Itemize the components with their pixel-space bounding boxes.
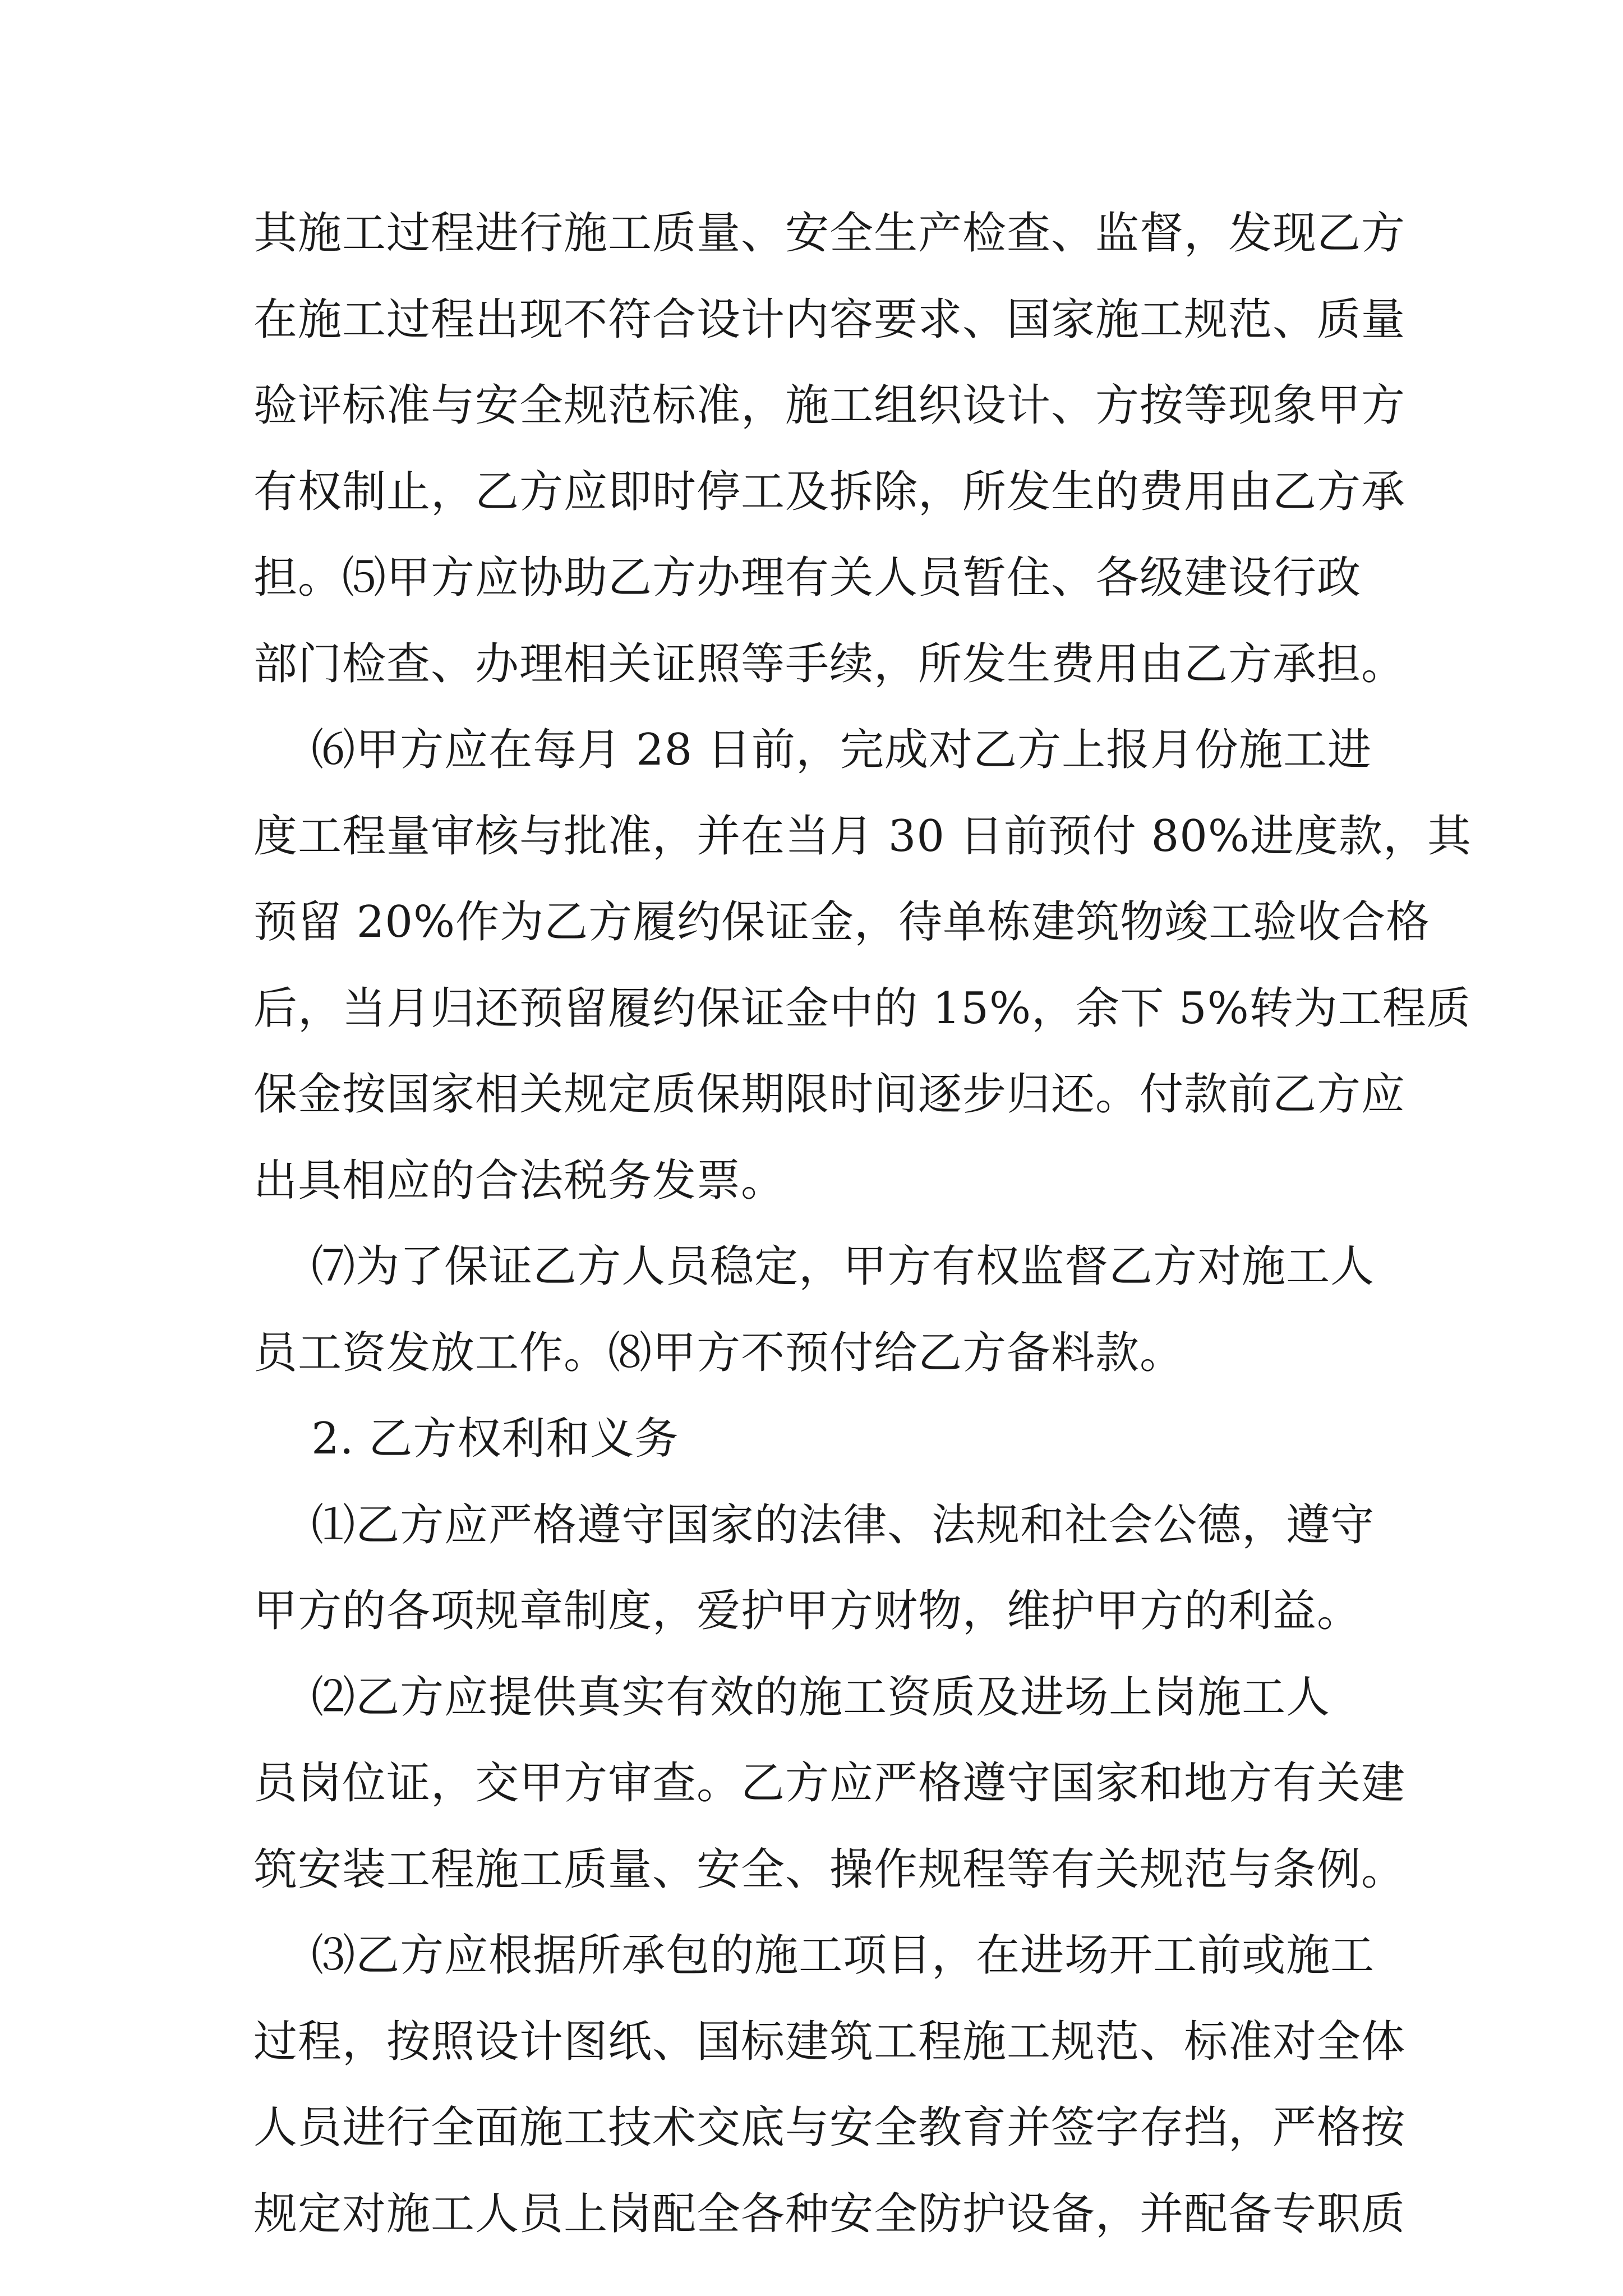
text-line: 担。⑸甲方应协助乙方办理有关人员暂住、各级建设行政 — [253, 553, 1362, 603]
text-line: 有权制止，乙方应即时停工及拆除，所发生的费用由乙方承 — [253, 466, 1406, 517]
document-body — [253, 191, 1472, 2257]
text-line: ⑶乙方应根据所承包的施工项目，在进场开工前或施工 — [253, 1930, 1375, 1981]
text-line: ⑺为了保证乙方人员稳定，甲方有权监督乙方对施工人 — [253, 1241, 1375, 1292]
text-line: 其施工过程进行施工质量、安全生产检查、监督，发现乙方 — [253, 208, 1406, 259]
text-line: 保金按国家相关规定质保期限时间逐步归还。付款前乙方应 — [253, 1069, 1406, 1120]
text-line: ⑴乙方应严格遵守国家的法律、法规和社会公德，遵守 — [253, 1499, 1375, 1550]
text-line: 出具相应的合法税务发票。 — [253, 1155, 786, 1206]
text-line: 在施工过程出现不符合设计内容要求、国家施工规范、质量 — [253, 294, 1406, 345]
section-heading: 2. 乙方权利和义务 — [253, 1414, 679, 1464]
text-line: 员工资发放工作。⑻甲方不预付给乙方备料款。 — [253, 1327, 1184, 1378]
text-line: 部门检查、办理相关证照等手续，所发生费用由乙方承担。 — [253, 638, 1406, 689]
text-line: 人员进行全面施工技术交底与安全教育并签字存挡，严格按 — [253, 2102, 1406, 2153]
text-line: 筑安装工程施工质量、安全、操作规程等有关规范与条例。 — [253, 1844, 1406, 1895]
text-line: 甲方的各项规章制度，爱护甲方财物，维护甲方的利益。 — [253, 1586, 1362, 1636]
text-line: ⑹甲方应在每月 28 日前，完成对乙方上报月份施工进 — [253, 725, 1372, 775]
text-line: 员岗位证，交甲方审查。乙方应严格遵守国家和地方有关建 — [253, 1758, 1406, 1809]
text-line: 预留 20%作为乙方履约保证金，待单栋建筑物竣工验收合格 — [253, 897, 1431, 947]
text-line: 过程，按照设计图纸、国标建筑工程施工规范、标准对全体 — [253, 2016, 1406, 2067]
text-line: 度工程量审核与批准，并在当月 30 日前预付 80%进度款，其 — [253, 811, 1472, 862]
text-line: 后，当月归还预留履约保证金中的 15%，余下 5%转为工程质 — [253, 983, 1471, 1034]
text-line: 验评标准与安全规范标准，施工组织设计、方按等现象甲方 — [253, 380, 1406, 431]
text-line: 规定对施工人员上岗配全各种安全防护设备，并配备专职质 — [253, 2188, 1406, 2239]
text-line: ⑵乙方应提供真实有效的施工资质及进场上岗施工人 — [253, 1672, 1331, 1723]
